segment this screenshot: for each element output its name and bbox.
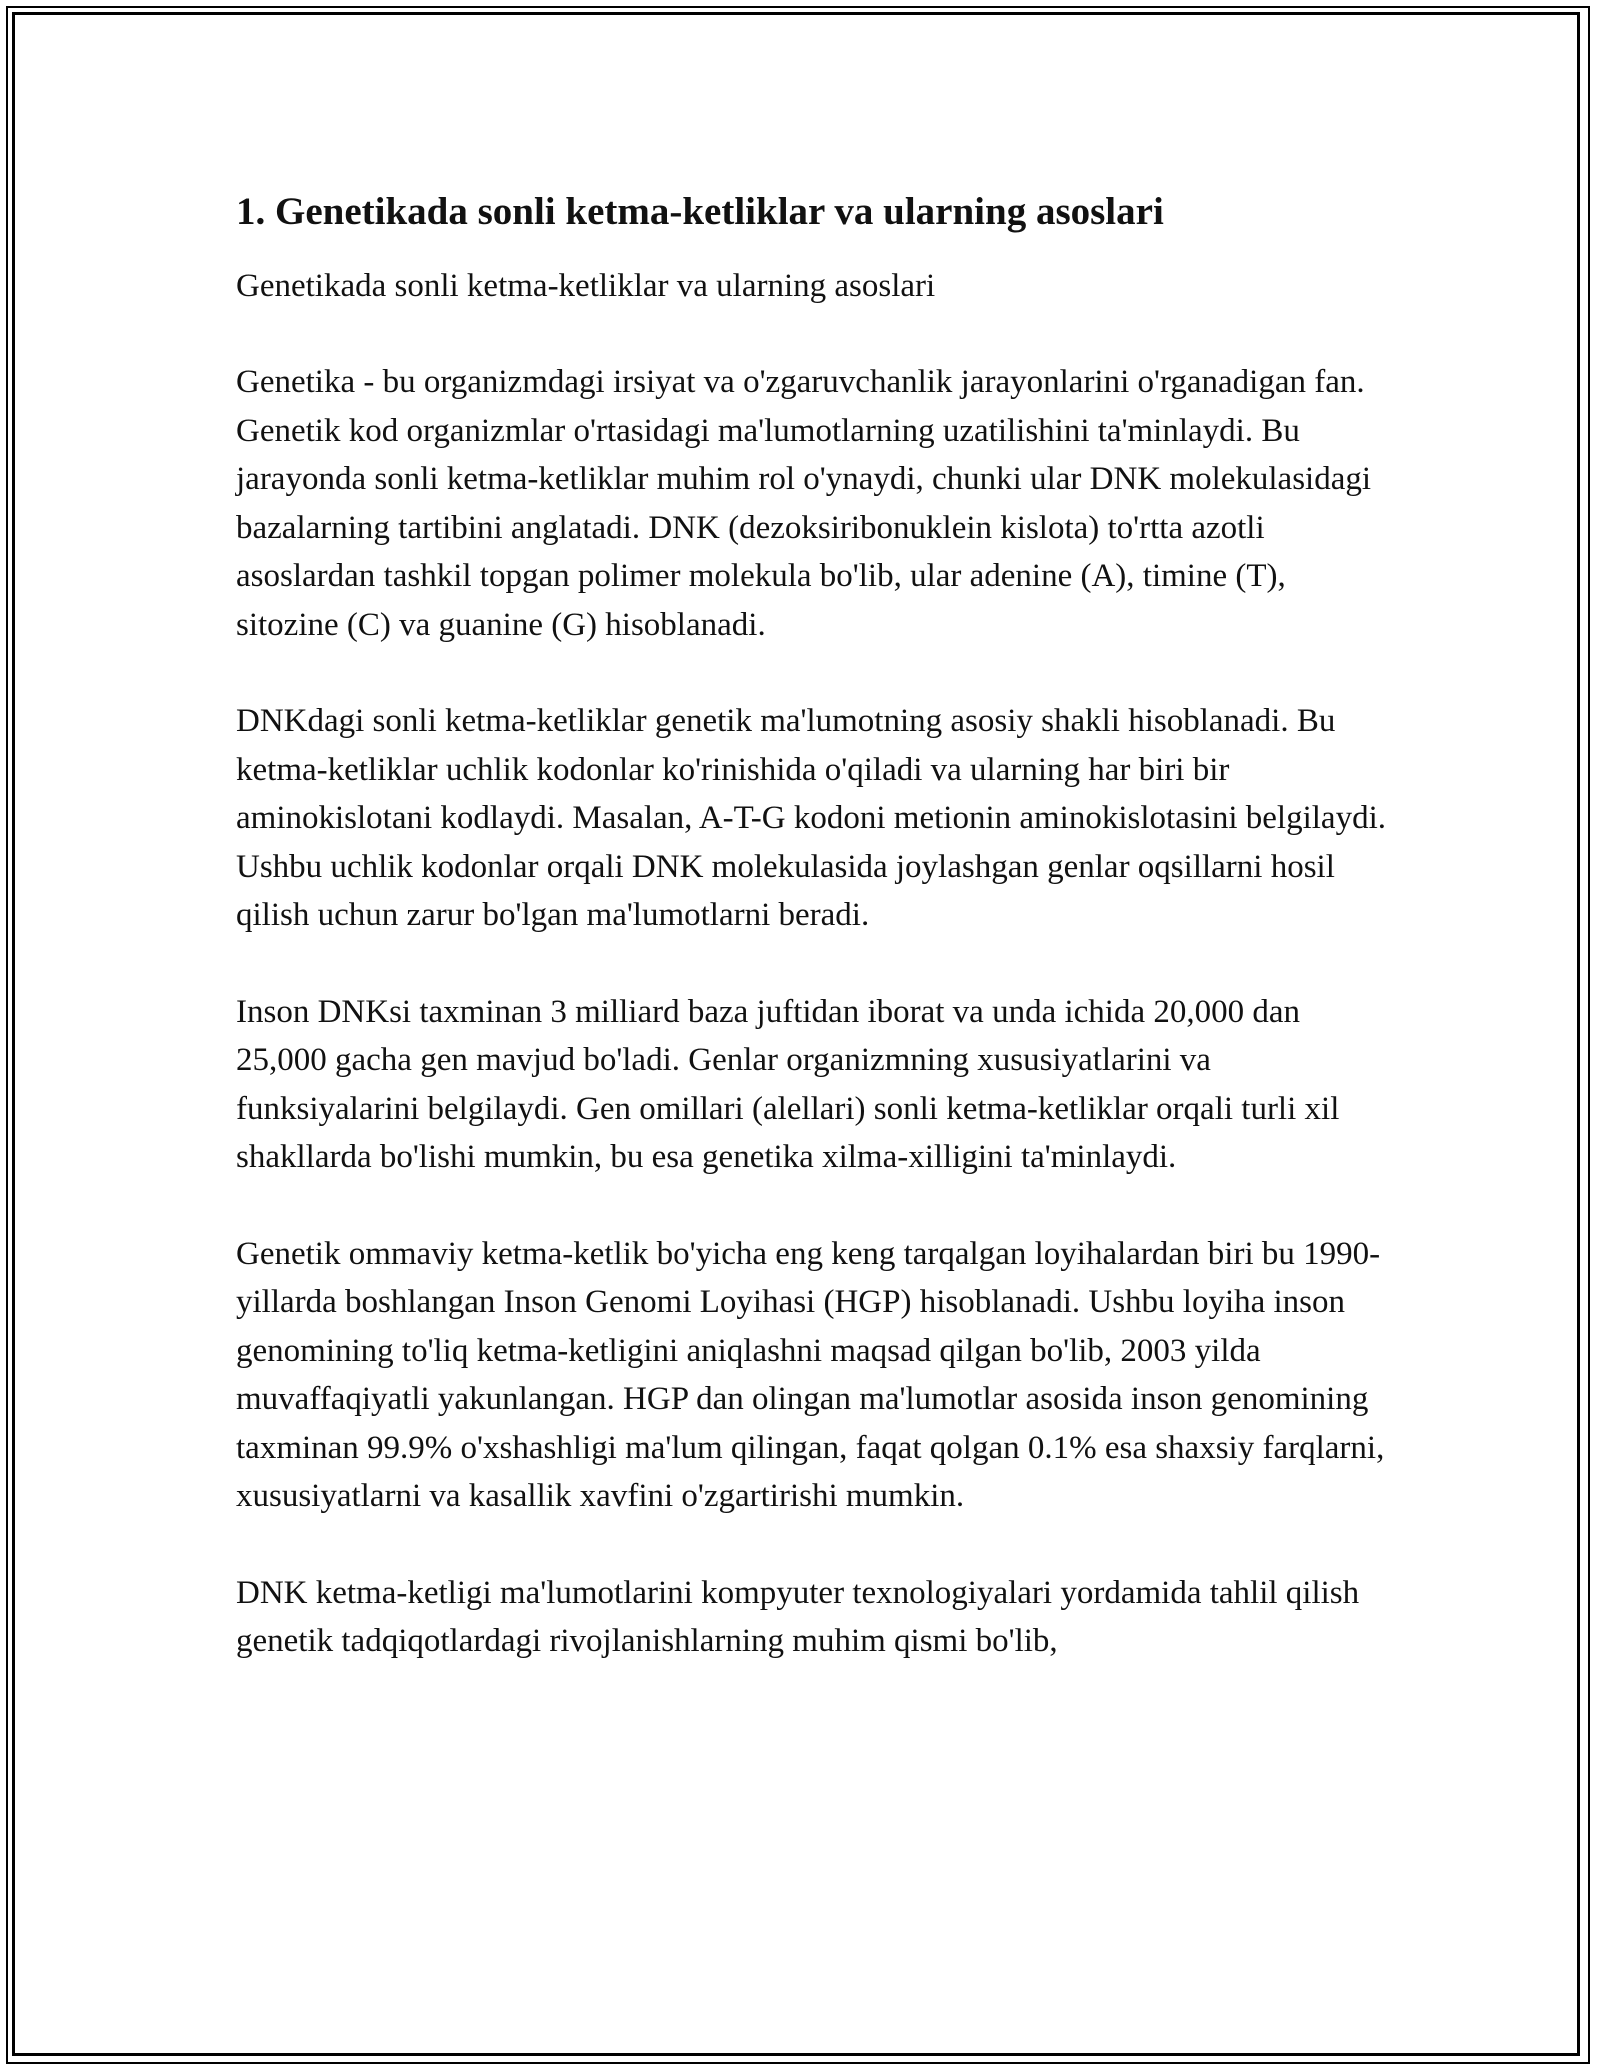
paragraph-hgp: Genetik ommaviy ketma-ketlik bo'yicha eng keng tarqalgan loyihalardan biri bu 1990-yillarda boshlangan Inson Genomi Loyihasi (HGP) hisoblanadi. Ushbu loyiha inson genomining to'liq ketma-ketligini aniqlashni maqsad qilgan bo'lib, 2003 yilda muvaffaqiyatli yakunlangan. HGP dan olingan ma'lumotlar asosida inson genomining taxminan 99.9% o'xshashligi ma'lum qilingan, faqat qolgan 0.1% esa shaxsiy farqlarni, xususiyatlarni va kasallik xavfini o'zgartirishi mumkin. [236, 1235, 1385, 1514]
paragraph-inson-dnk: Inson DNKsi taxminan 3 milliard baza juftidan iborat va unda ichida 20,000 dan 25,000 gacha gen mavjud bo'ladi. Genlar organizmning xususiyatlarini va funksiyalarini belgilaydi. Gen omillari (alellari) sonli ketma-ketliklar orqali turli xil shakllarda bo'lishi mumkin, bu esa genetika xilma-xilligini ta'minlaydi. [236, 993, 1340, 1175]
document-subtitle: Genetikada sonli ketma-ketliklar va ularning asoslari [236, 268, 936, 304]
paragraph-dnk-codons: DNKdagi sonli ketma-ketliklar genetik ma'lumotning asosiy shakli hisoblanadi. Bu ketma-ketliklar uchlik kodonlar ko'rinishida o'qiladi va ularning har biri bir aminokislotani kodlaydi. Masalan, A-T-G kodoni metionin aminokislotasini belgilaydi. Ushbu uchlik kodonlar orqali DNK molekulasida joylashgan genlar oqsillarni hosil qilish uchun zarur bo'lgan ma'lumotlarni beradi. [236, 703, 1386, 933]
document-title: 1. Genetikada sonli ketma-ketliklar va ularning asoslari [236, 190, 1164, 233]
document-body [236, 184, 1386, 1666]
paragraph-genetika-intro: Genetika - bu organizmdagi irsiyat va o'zgaruvchanlik jarayonlarini o'rganadigan fan. Genetik kod organizmlar o'rtasidagi ma'lumotlarning uzatilishini ta'minlaydi. Bu jarayonda sonli ketma-ketliklar muhim rol o'ynaydi, chunki ular DNK molekulasidagi bazalarning tartibini anglatadi. DNK (dezoksiribonuklein kislota) to'rtta azotli asoslardan tashkil topgan polimer molekula bo'lib, ular adenine (A), timine (T), sitozine (C) va guanine (G) hisoblanadi. [236, 364, 1372, 643]
paragraph-computer-analysis: DNK ketma-ketligi ma'lumotlarini kompyuter texnologiyalari yordamida tahlil qilish genetik tadqiqotlardagi rivojlanishlarning muhim qismi bo'lib, [236, 1574, 1360, 1659]
